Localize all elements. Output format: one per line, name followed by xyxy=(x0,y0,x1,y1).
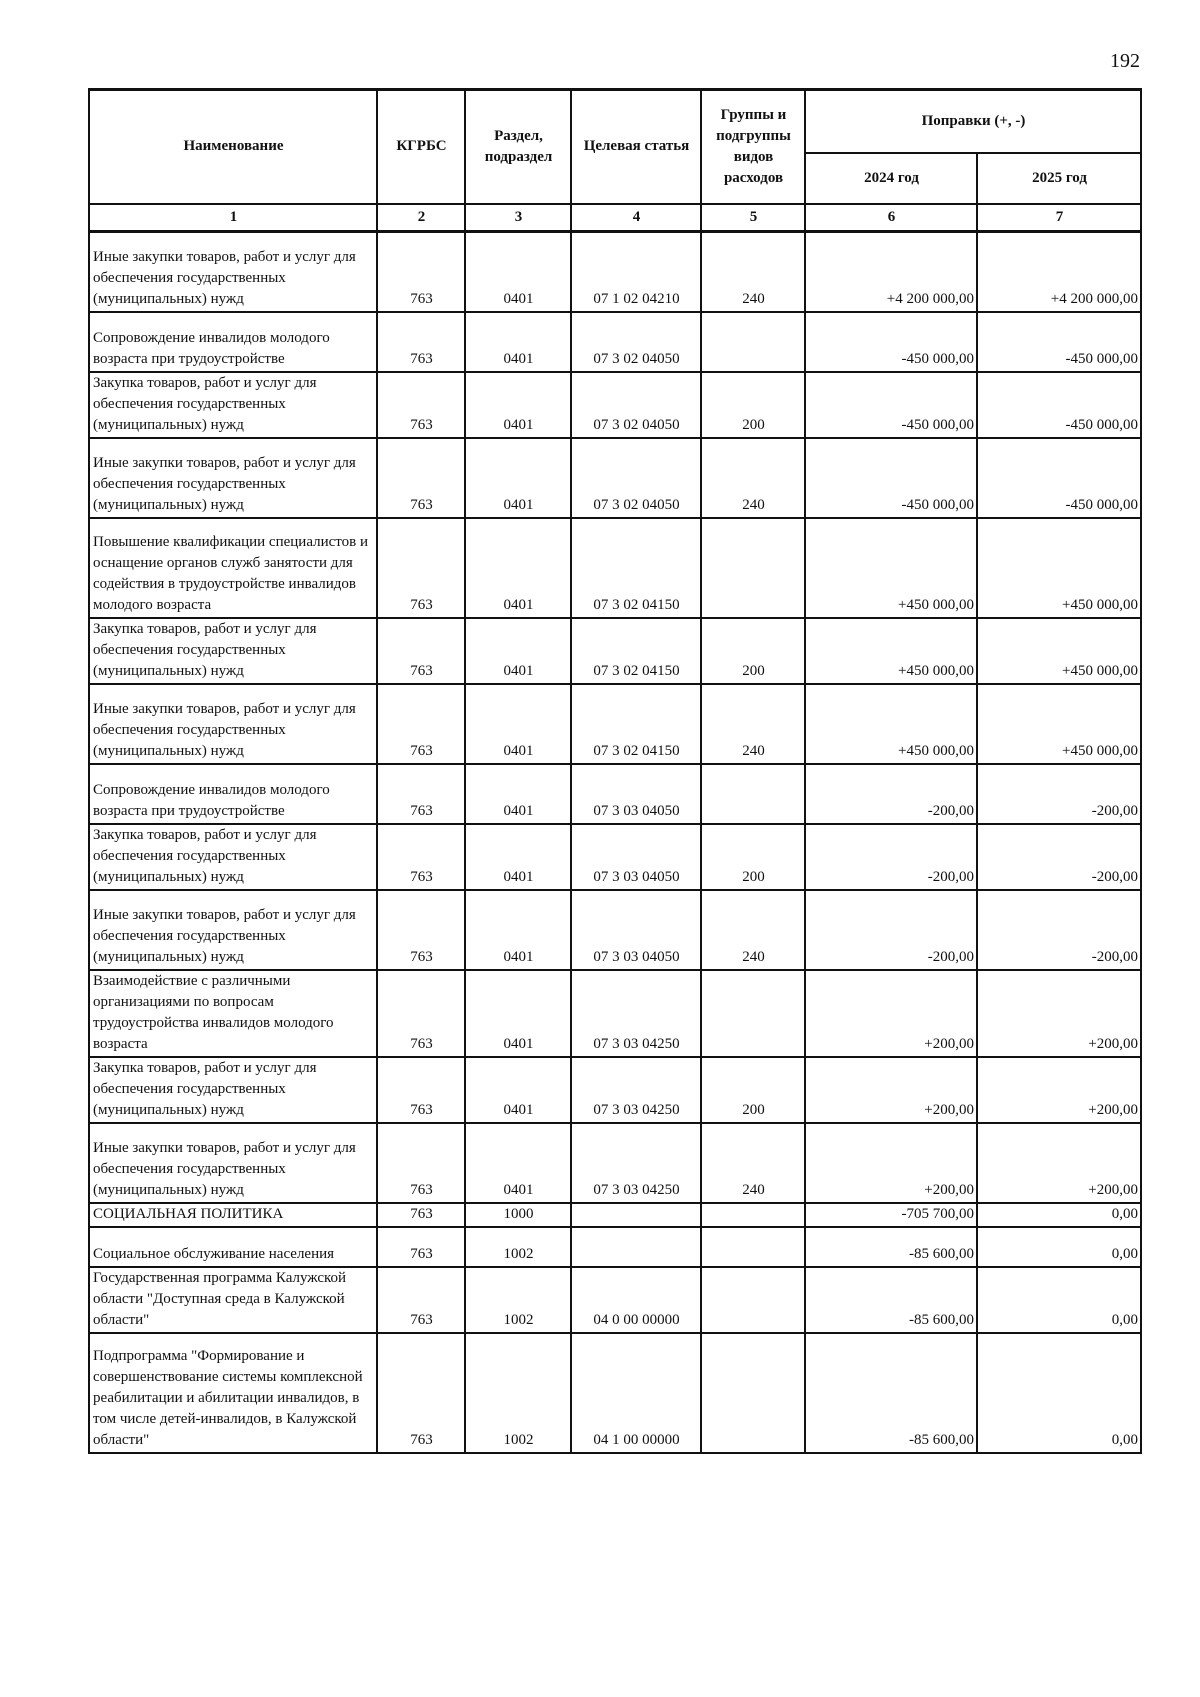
row-amount-2024: -200,00 xyxy=(805,764,977,824)
header-section: Раздел, подраздел xyxy=(465,90,571,205)
row-target-article: 07 3 02 04150 xyxy=(571,618,701,684)
table-row xyxy=(89,372,1141,438)
row-amount-2024: +200,00 xyxy=(805,1123,977,1203)
row-target-article: 04 0 00 00000 xyxy=(571,1267,701,1333)
header-2024: 2024 год xyxy=(805,153,977,204)
row-target-article: 07 3 03 04250 xyxy=(571,1123,701,1203)
row-kgrbs: 763 xyxy=(377,438,465,518)
row-section: 0401 xyxy=(465,1123,571,1203)
column-number: 2 xyxy=(377,204,465,232)
row-kgrbs: 763 xyxy=(377,312,465,372)
table-row xyxy=(89,518,1141,618)
row-name: Сопровождение инвалидов молодого возраста при трудоустройстве xyxy=(89,312,377,372)
row-name: Иные закупки товаров, работ и услуг для обеспечения государственных (муниципальных) нужд xyxy=(89,232,377,312)
row-kgrbs: 763 xyxy=(377,1333,465,1453)
row-amount-2024: +200,00 xyxy=(805,1057,977,1123)
table-row xyxy=(89,970,1141,1057)
table-row xyxy=(89,438,1141,518)
row-amount-2025: -450 000,00 xyxy=(977,312,1141,372)
row-amount-2025: +200,00 xyxy=(977,1057,1141,1123)
row-amount-2024: -450 000,00 xyxy=(805,312,977,372)
row-target-article: 07 3 02 04050 xyxy=(571,438,701,518)
header-target: Целевая статья xyxy=(571,90,701,205)
table-row xyxy=(89,618,1141,684)
row-name: Закупка товаров, работ и услуг для обеспечения государственных (муниципальных) нужд xyxy=(89,824,377,890)
row-name: Иные закупки товаров, работ и услуг для обеспечения государственных (муниципальных) нужд xyxy=(89,438,377,518)
row-name: Повышение квалификации специалистов и оснащение органов служб занятости для содействия в трудоустройстве инвалидов молодого возраста xyxy=(89,518,377,618)
row-amount-2025: +4 200 000,00 xyxy=(977,232,1141,312)
table-row xyxy=(89,824,1141,890)
row-target-article: 04 1 00 00000 xyxy=(571,1333,701,1453)
row-expense-group: 200 xyxy=(701,618,805,684)
header-kgrbs: КГРБС xyxy=(377,90,465,205)
row-expense-group xyxy=(701,764,805,824)
table-row xyxy=(89,1057,1141,1123)
row-amount-2025: 0,00 xyxy=(977,1267,1141,1333)
row-kgrbs: 763 xyxy=(377,618,465,684)
row-expense-group xyxy=(701,312,805,372)
row-amount-2024: -705 700,00 xyxy=(805,1203,977,1227)
row-name: Иные закупки товаров, работ и услуг для обеспечения государственных (муниципальных) нужд xyxy=(89,684,377,764)
row-section: 0401 xyxy=(465,618,571,684)
row-target-article xyxy=(571,1203,701,1227)
table-row xyxy=(89,1333,1141,1453)
column-number: 5 xyxy=(701,204,805,232)
row-expense-group: 200 xyxy=(701,372,805,438)
row-amount-2024: +200,00 xyxy=(805,970,977,1057)
row-name: Иные закупки товаров, работ и услуг для обеспечения государственных (муниципальных) нужд xyxy=(89,890,377,970)
row-name: Взаимодействие с различными организациями по вопросам трудоустройства инвалидов молодого возраста xyxy=(89,970,377,1057)
table-row xyxy=(89,1267,1141,1333)
row-expense-group: 240 xyxy=(701,890,805,970)
row-amount-2024: +450 000,00 xyxy=(805,518,977,618)
row-kgrbs: 763 xyxy=(377,232,465,312)
row-amount-2024: +450 000,00 xyxy=(805,684,977,764)
row-target-article: 07 3 02 04150 xyxy=(571,684,701,764)
row-kgrbs: 763 xyxy=(377,1203,465,1227)
row-amount-2024: +4 200 000,00 xyxy=(805,232,977,312)
row-amount-2025: -450 000,00 xyxy=(977,372,1141,438)
row-expense-group: 240 xyxy=(701,684,805,764)
row-amount-2025: +200,00 xyxy=(977,1123,1141,1203)
row-section: 0401 xyxy=(465,518,571,618)
row-amount-2025: -200,00 xyxy=(977,890,1141,970)
row-section: 0401 xyxy=(465,824,571,890)
row-amount-2024: -450 000,00 xyxy=(805,438,977,518)
row-name: Подпрограмма "Формирование и совершенствование системы комплексной реабилитации и абилитации инвалидов, в том числе детей-инвалидов, в Калужской области" xyxy=(89,1333,377,1453)
table-row xyxy=(89,1203,1141,1227)
row-target-article: 07 3 03 04050 xyxy=(571,764,701,824)
row-kgrbs: 763 xyxy=(377,372,465,438)
row-section: 1002 xyxy=(465,1333,571,1453)
row-amount-2024: -85 600,00 xyxy=(805,1227,977,1267)
table-body xyxy=(89,232,1141,1453)
column-number: 3 xyxy=(465,204,571,232)
row-section: 1002 xyxy=(465,1227,571,1267)
row-name: Закупка товаров, работ и услуг для обеспечения государственных (муниципальных) нужд xyxy=(89,1057,377,1123)
row-amount-2025: 0,00 xyxy=(977,1227,1141,1267)
row-kgrbs: 763 xyxy=(377,890,465,970)
row-target-article: 07 3 02 04050 xyxy=(571,312,701,372)
column-number: 6 xyxy=(805,204,977,232)
row-section: 1002 xyxy=(465,1267,571,1333)
row-name: Государственная программа Калужской области "Доступная среда в Калужской области" xyxy=(89,1267,377,1333)
row-amount-2024: -200,00 xyxy=(805,824,977,890)
table-row xyxy=(89,1123,1141,1203)
table-row xyxy=(89,312,1141,372)
row-name: Закупка товаров, работ и услуг для обеспечения государственных (муниципальных) нужд xyxy=(89,618,377,684)
row-target-article: 07 3 03 04250 xyxy=(571,970,701,1057)
row-expense-group: 240 xyxy=(701,438,805,518)
row-amount-2025: -200,00 xyxy=(977,824,1141,890)
row-amount-2024: -85 600,00 xyxy=(805,1267,977,1333)
row-section: 1000 xyxy=(465,1203,571,1227)
row-target-article: 07 3 02 04050 xyxy=(571,372,701,438)
row-amount-2025: +450 000,00 xyxy=(977,618,1141,684)
header-2025: 2025 год xyxy=(977,153,1141,204)
row-name: Закупка товаров, работ и услуг для обеспечения государственных (муниципальных) нужд xyxy=(89,372,377,438)
row-target-article xyxy=(571,1227,701,1267)
row-section: 0401 xyxy=(465,970,571,1057)
table-row xyxy=(89,232,1141,312)
row-kgrbs: 763 xyxy=(377,824,465,890)
row-amount-2024: -85 600,00 xyxy=(805,1333,977,1453)
row-amount-2025: -200,00 xyxy=(977,764,1141,824)
page-number: 192 xyxy=(1110,50,1140,72)
row-kgrbs: 763 xyxy=(377,1267,465,1333)
header-name: Наименование xyxy=(89,90,377,205)
column-number: 1 xyxy=(89,204,377,232)
row-kgrbs: 763 xyxy=(377,518,465,618)
row-section: 0401 xyxy=(465,438,571,518)
row-section: 0401 xyxy=(465,312,571,372)
row-kgrbs: 763 xyxy=(377,1123,465,1203)
budget-amendments-table xyxy=(88,88,1142,1454)
row-name: СОЦИАЛЬНАЯ ПОЛИТИКА xyxy=(89,1203,377,1227)
row-expense-group: 240 xyxy=(701,1123,805,1203)
row-expense-group xyxy=(701,1203,805,1227)
row-section: 0401 xyxy=(465,764,571,824)
row-amount-2024: -200,00 xyxy=(805,890,977,970)
row-target-article: 07 3 03 04050 xyxy=(571,824,701,890)
row-section: 0401 xyxy=(465,232,571,312)
row-name: Иные закупки товаров, работ и услуг для обеспечения государственных (муниципальных) нужд xyxy=(89,1123,377,1203)
row-target-article: 07 3 03 04250 xyxy=(571,1057,701,1123)
row-expense-group xyxy=(701,1333,805,1453)
row-section: 0401 xyxy=(465,890,571,970)
row-kgrbs: 763 xyxy=(377,764,465,824)
row-amount-2024: -450 000,00 xyxy=(805,372,977,438)
table-row xyxy=(89,1227,1141,1267)
table-row xyxy=(89,684,1141,764)
row-target-article: 07 1 02 04210 xyxy=(571,232,701,312)
row-amount-2025: 0,00 xyxy=(977,1333,1141,1453)
row-section: 0401 xyxy=(465,684,571,764)
row-amount-2025: -450 000,00 xyxy=(977,438,1141,518)
row-kgrbs: 763 xyxy=(377,1227,465,1267)
table-row xyxy=(89,890,1141,970)
row-expense-group: 200 xyxy=(701,1057,805,1123)
row-amount-2025: 0,00 xyxy=(977,1203,1141,1227)
row-amount-2024: +450 000,00 xyxy=(805,618,977,684)
row-kgrbs: 763 xyxy=(377,1057,465,1123)
row-amount-2025: +450 000,00 xyxy=(977,684,1141,764)
row-expense-group xyxy=(701,1227,805,1267)
row-expense-group: 240 xyxy=(701,232,805,312)
row-expense-group xyxy=(701,518,805,618)
column-number: 4 xyxy=(571,204,701,232)
column-number: 7 xyxy=(977,204,1141,232)
row-amount-2025: +450 000,00 xyxy=(977,518,1141,618)
row-kgrbs: 763 xyxy=(377,684,465,764)
row-amount-2025: +200,00 xyxy=(977,970,1141,1057)
row-expense-group: 200 xyxy=(701,824,805,890)
row-expense-group xyxy=(701,1267,805,1333)
header-amendments: Поправки (+, -) xyxy=(805,90,1141,154)
row-kgrbs: 763 xyxy=(377,970,465,1057)
row-expense-group xyxy=(701,970,805,1057)
row-target-article: 07 3 02 04150 xyxy=(571,518,701,618)
table-row xyxy=(89,764,1141,824)
row-section: 0401 xyxy=(465,372,571,438)
row-section: 0401 xyxy=(465,1057,571,1123)
row-name: Социальное обслуживание населения xyxy=(89,1227,377,1267)
header-groups: Группы и подгруппы видов расходов xyxy=(701,90,805,205)
row-name: Сопровождение инвалидов молодого возраста при трудоустройстве xyxy=(89,764,377,824)
row-target-article: 07 3 03 04050 xyxy=(571,890,701,970)
